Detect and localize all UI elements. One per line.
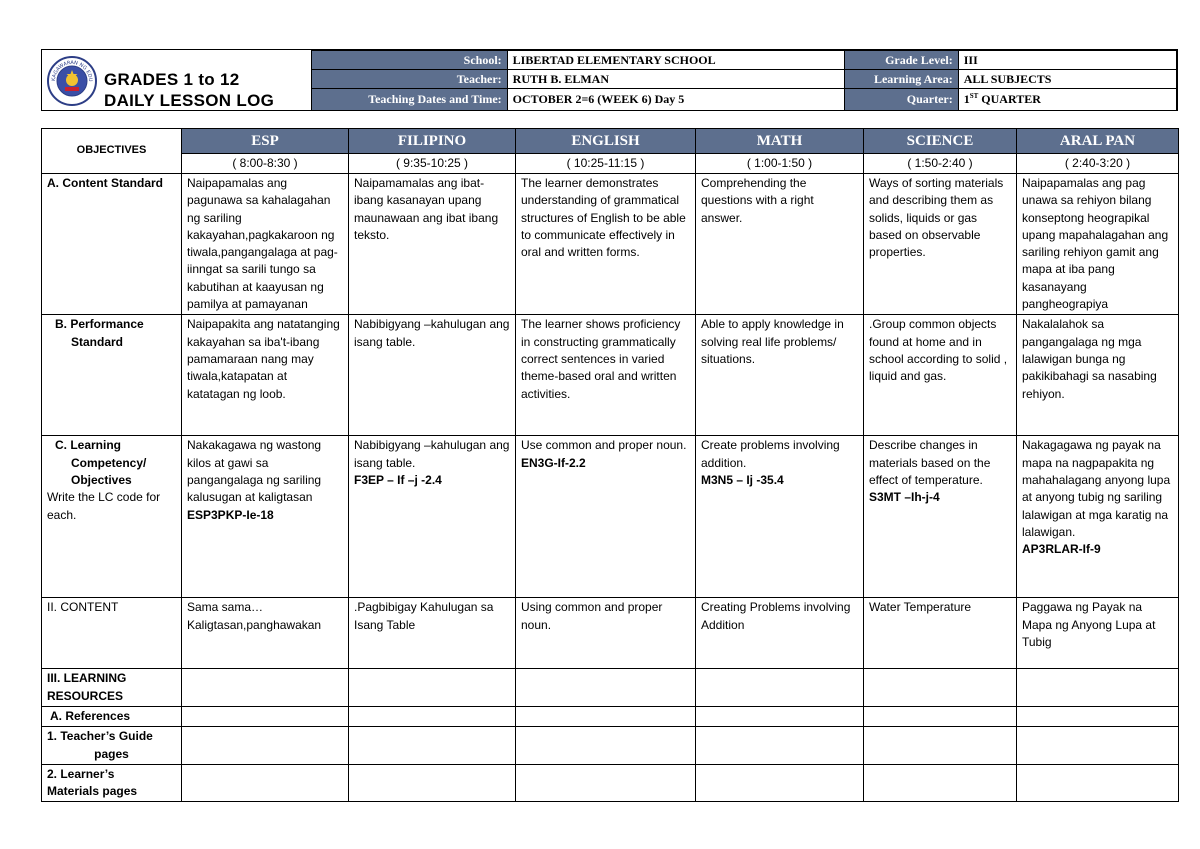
subject-math: MATH	[696, 129, 864, 154]
teachers-guide-row	[42, 727, 1179, 765]
deped-seal-icon	[47, 56, 97, 106]
seal-lettering: KAGAWARAN NG EDU	[50, 59, 94, 82]
empty-cell	[1017, 764, 1179, 802]
empty-cell	[182, 669, 349, 707]
time-esp: ( 8:00-8:30 )	[182, 154, 349, 174]
performance-standard-math: Able to apply knowledge in solving real life problems/ situations.	[696, 315, 864, 436]
learning-competency-esp	[182, 436, 349, 598]
content-standard-aral-pan: Naipapamalas ang pag unawa sa rehiyon bilang konseptong heograpikal upang mapahalagahan ang sariling rehiyon gamit ang mapa at iba pang kasanayang pangheograpiya	[1017, 174, 1179, 315]
content-filipino: .Pagbibigay Kahulugan sa Isang Table	[349, 598, 516, 669]
learning-area-label: Learning Area:	[844, 70, 958, 89]
competency-math-code: M3N5 – Ij -35.4	[701, 472, 784, 487]
quarter-number: 1	[963, 92, 970, 106]
competency-science-text: Describe changes in materials based on the effect of temperature.	[869, 438, 991, 487]
empty-cell	[696, 706, 864, 726]
content-label: II. CONTENT	[42, 598, 182, 669]
competency-filipino-text: Nabibigyang –kahulugan ang isang table.	[354, 438, 510, 470]
content-standard-row	[42, 174, 1179, 315]
school-value: LIBERTAD ELEMENTARY SCHOOL	[507, 51, 844, 70]
competency-label-line4: Write the LC code for each.	[47, 490, 161, 522]
empty-cell	[516, 764, 696, 802]
content-standard-filipino: Naipamamalas ang ibat-ibang kasanayan upang maunawaan ang ibat ibang teksto.	[349, 174, 516, 315]
time-filipino: ( 9:35-10:25 )	[349, 154, 516, 174]
grade-level-label: Grade Level:	[844, 51, 958, 70]
brand-title-line1: GRADES 1 to 12	[104, 70, 240, 89]
competency-label-line1: C. Learning	[55, 438, 122, 453]
empty-cell	[1017, 727, 1179, 765]
subject-science: SCIENCE	[864, 129, 1017, 154]
empty-cell	[864, 764, 1017, 802]
competency-label-line3: Objectives	[71, 472, 132, 487]
content-standard-science: Ways of sorting materials and describing them as solids, liquids or gas based on observable properties.	[864, 174, 1017, 315]
empty-cell	[516, 706, 696, 726]
competency-science-code: S3MT –Ih-j-4	[869, 490, 940, 505]
time-aral-pan: ( 2:40-3:20 )	[1017, 154, 1179, 174]
subject-aral-pan: ARAL PAN	[1017, 129, 1179, 154]
learning-competency-science	[864, 436, 1017, 598]
content-esp: Sama sama… Kaligtasan,panghawakan	[182, 598, 349, 669]
competency-aral-pan-code: AP3RLAR-If-9	[1022, 542, 1101, 557]
empty-cell	[696, 764, 864, 802]
learners-materials-row	[42, 764, 1179, 802]
learning-resources-label: III. LEARNING RESOURCES	[42, 669, 182, 707]
learners-materials-line2: Materials pages	[47, 784, 138, 799]
time-row	[42, 154, 1179, 174]
time-science: ( 1:50-2:40 )	[864, 154, 1017, 174]
empty-cell	[516, 669, 696, 707]
competency-english-code: EN3G-If-2.2	[521, 455, 586, 470]
learning-resources-row	[42, 669, 1179, 707]
empty-cell	[1017, 669, 1179, 707]
brand-block	[42, 50, 312, 110]
content-standard-math: Comprehending the questions with a right answer.	[696, 174, 864, 315]
content-math: Creating Problems involving Addition	[696, 598, 864, 669]
quarter-label: Quarter:	[844, 89, 958, 111]
teaching-dates-value: OCTOBER 2=6 (WEEK 6) Day 5	[507, 89, 844, 111]
competency-math-text: Create problems involving addition.	[701, 438, 840, 470]
subject-english: ENGLISH	[516, 129, 696, 154]
references-row	[42, 706, 1179, 726]
competency-esp-text: Nakakagawa ng wastong kilos at gawi sa pangangalaga ng sariling kalusugan at kaligtasan	[187, 438, 322, 505]
competency-label-line2: Competency/	[71, 455, 147, 470]
empty-cell	[516, 727, 696, 765]
competency-aral-pan-text: Nakagagawa ng payak na mapa na nagpapakita ng mahahalagang anyong lupa at anyong tubig ng sariling lalawigan at mga karatig na lalawigan.	[1022, 438, 1171, 539]
empty-cell	[864, 727, 1017, 765]
learning-competency-aral-pan	[1017, 436, 1179, 598]
lesson-log-header	[41, 49, 1178, 111]
teacher-value: RUTH B. ELMAN	[507, 70, 844, 89]
competency-filipino-code: F3EP – If –j -2.4	[354, 472, 442, 487]
time-english: ( 10:25-11:15 )	[516, 154, 696, 174]
performance-standard-esp: Naipapakita ang natatanging kakayahan sa iba't-ibang pamamaraan nang may tiwala,katapatan at katatagan ng loob.	[182, 315, 349, 436]
teaching-dates-label: Teaching Dates and Time:	[312, 89, 508, 111]
content-standard-esp: Naipapamalas ang pagunawa sa kahalagahan ng sariling kakayahan,pagkakaroon ng tiwala,pangangalaga at pag-iinngat sa sarili tungo sa kabutihan at kaayusan ng pamilya at pamayanan	[182, 174, 349, 315]
header-info-table	[311, 50, 1177, 111]
performance-standard-label	[42, 315, 182, 436]
quarter-value	[958, 89, 1176, 111]
content-aral-pan: Paggawa ng Payak na Mapa ng Anyong Lupa at Tubig	[1017, 598, 1179, 669]
quarter-suffix: ST	[969, 92, 979, 100]
learning-competency-math	[696, 436, 864, 598]
learning-competency-filipino	[349, 436, 516, 598]
teacher-label: Teacher:	[312, 70, 508, 89]
school-label: School:	[312, 51, 508, 70]
competency-esp-code: ESP3PKP-Ie-18	[187, 507, 274, 522]
learning-area-value: ALL SUBJECTS	[958, 70, 1176, 89]
empty-cell	[349, 706, 516, 726]
content-standard-label: A. Content Standard	[42, 174, 182, 315]
empty-cell	[182, 706, 349, 726]
teachers-guide-label	[42, 727, 182, 765]
content-english: Using common and proper noun.	[516, 598, 696, 669]
content-standard-english: The learner demonstrates understanding of grammatical structures of English to be able to communicate effectively in oral and written forms.	[516, 174, 696, 315]
performance-standard-science: .Group common objects found at home and in school according to solid , liquid and gas.	[864, 315, 1017, 436]
subject-header-row	[42, 129, 1179, 154]
empty-cell	[864, 669, 1017, 707]
learners-materials-label	[42, 764, 182, 802]
performance-label-line2: Standard	[71, 334, 124, 349]
performance-label-line1: B. Performance	[55, 317, 144, 332]
empty-cell	[1017, 706, 1179, 726]
subject-filipino: FILIPINO	[349, 129, 516, 154]
learners-materials-line1: 2. Learner’s	[47, 766, 115, 781]
empty-cell	[349, 727, 516, 765]
objectives-heading: OBJECTIVES	[42, 129, 182, 174]
teachers-guide-line1: 1. Teacher’s Guide	[47, 729, 153, 744]
teachers-guide-line2: pages	[94, 746, 129, 761]
content-science: Water Temperature	[864, 598, 1017, 669]
content-row	[42, 598, 1179, 669]
performance-standard-row	[42, 315, 1179, 436]
empty-cell	[349, 764, 516, 802]
brand-title-line2: DAILY LESSON LOG	[104, 91, 275, 110]
empty-cell	[349, 669, 516, 707]
learning-competency-row	[42, 436, 1179, 598]
grade-level-value: III	[958, 51, 1176, 70]
time-math: ( 1:00-1:50 )	[696, 154, 864, 174]
quarter-text: QUARTER	[978, 92, 1041, 106]
empty-cell	[182, 764, 349, 802]
empty-cell	[696, 669, 864, 707]
references-label: A. References	[42, 706, 182, 726]
learning-competency-label	[42, 436, 182, 598]
subject-esp: ESP	[182, 129, 349, 154]
learning-competency-english	[516, 436, 696, 598]
performance-standard-filipino: Nabibigyang –kahulugan ang isang table.	[349, 315, 516, 436]
lesson-log-table	[41, 128, 1179, 802]
empty-cell	[864, 706, 1017, 726]
performance-standard-aral-pan: Nakalalahok sa pangangalaga ng mga lalawigan bunga ng pakikibahagi sa nasabing rehiyon.	[1017, 315, 1179, 436]
empty-cell	[182, 727, 349, 765]
empty-cell	[696, 727, 864, 765]
competency-english-text: Use common and proper noun.	[521, 438, 687, 453]
performance-standard-english: The learner shows proficiency in constructing grammatically correct sentences in varied theme-based oral and written activities.	[516, 315, 696, 436]
